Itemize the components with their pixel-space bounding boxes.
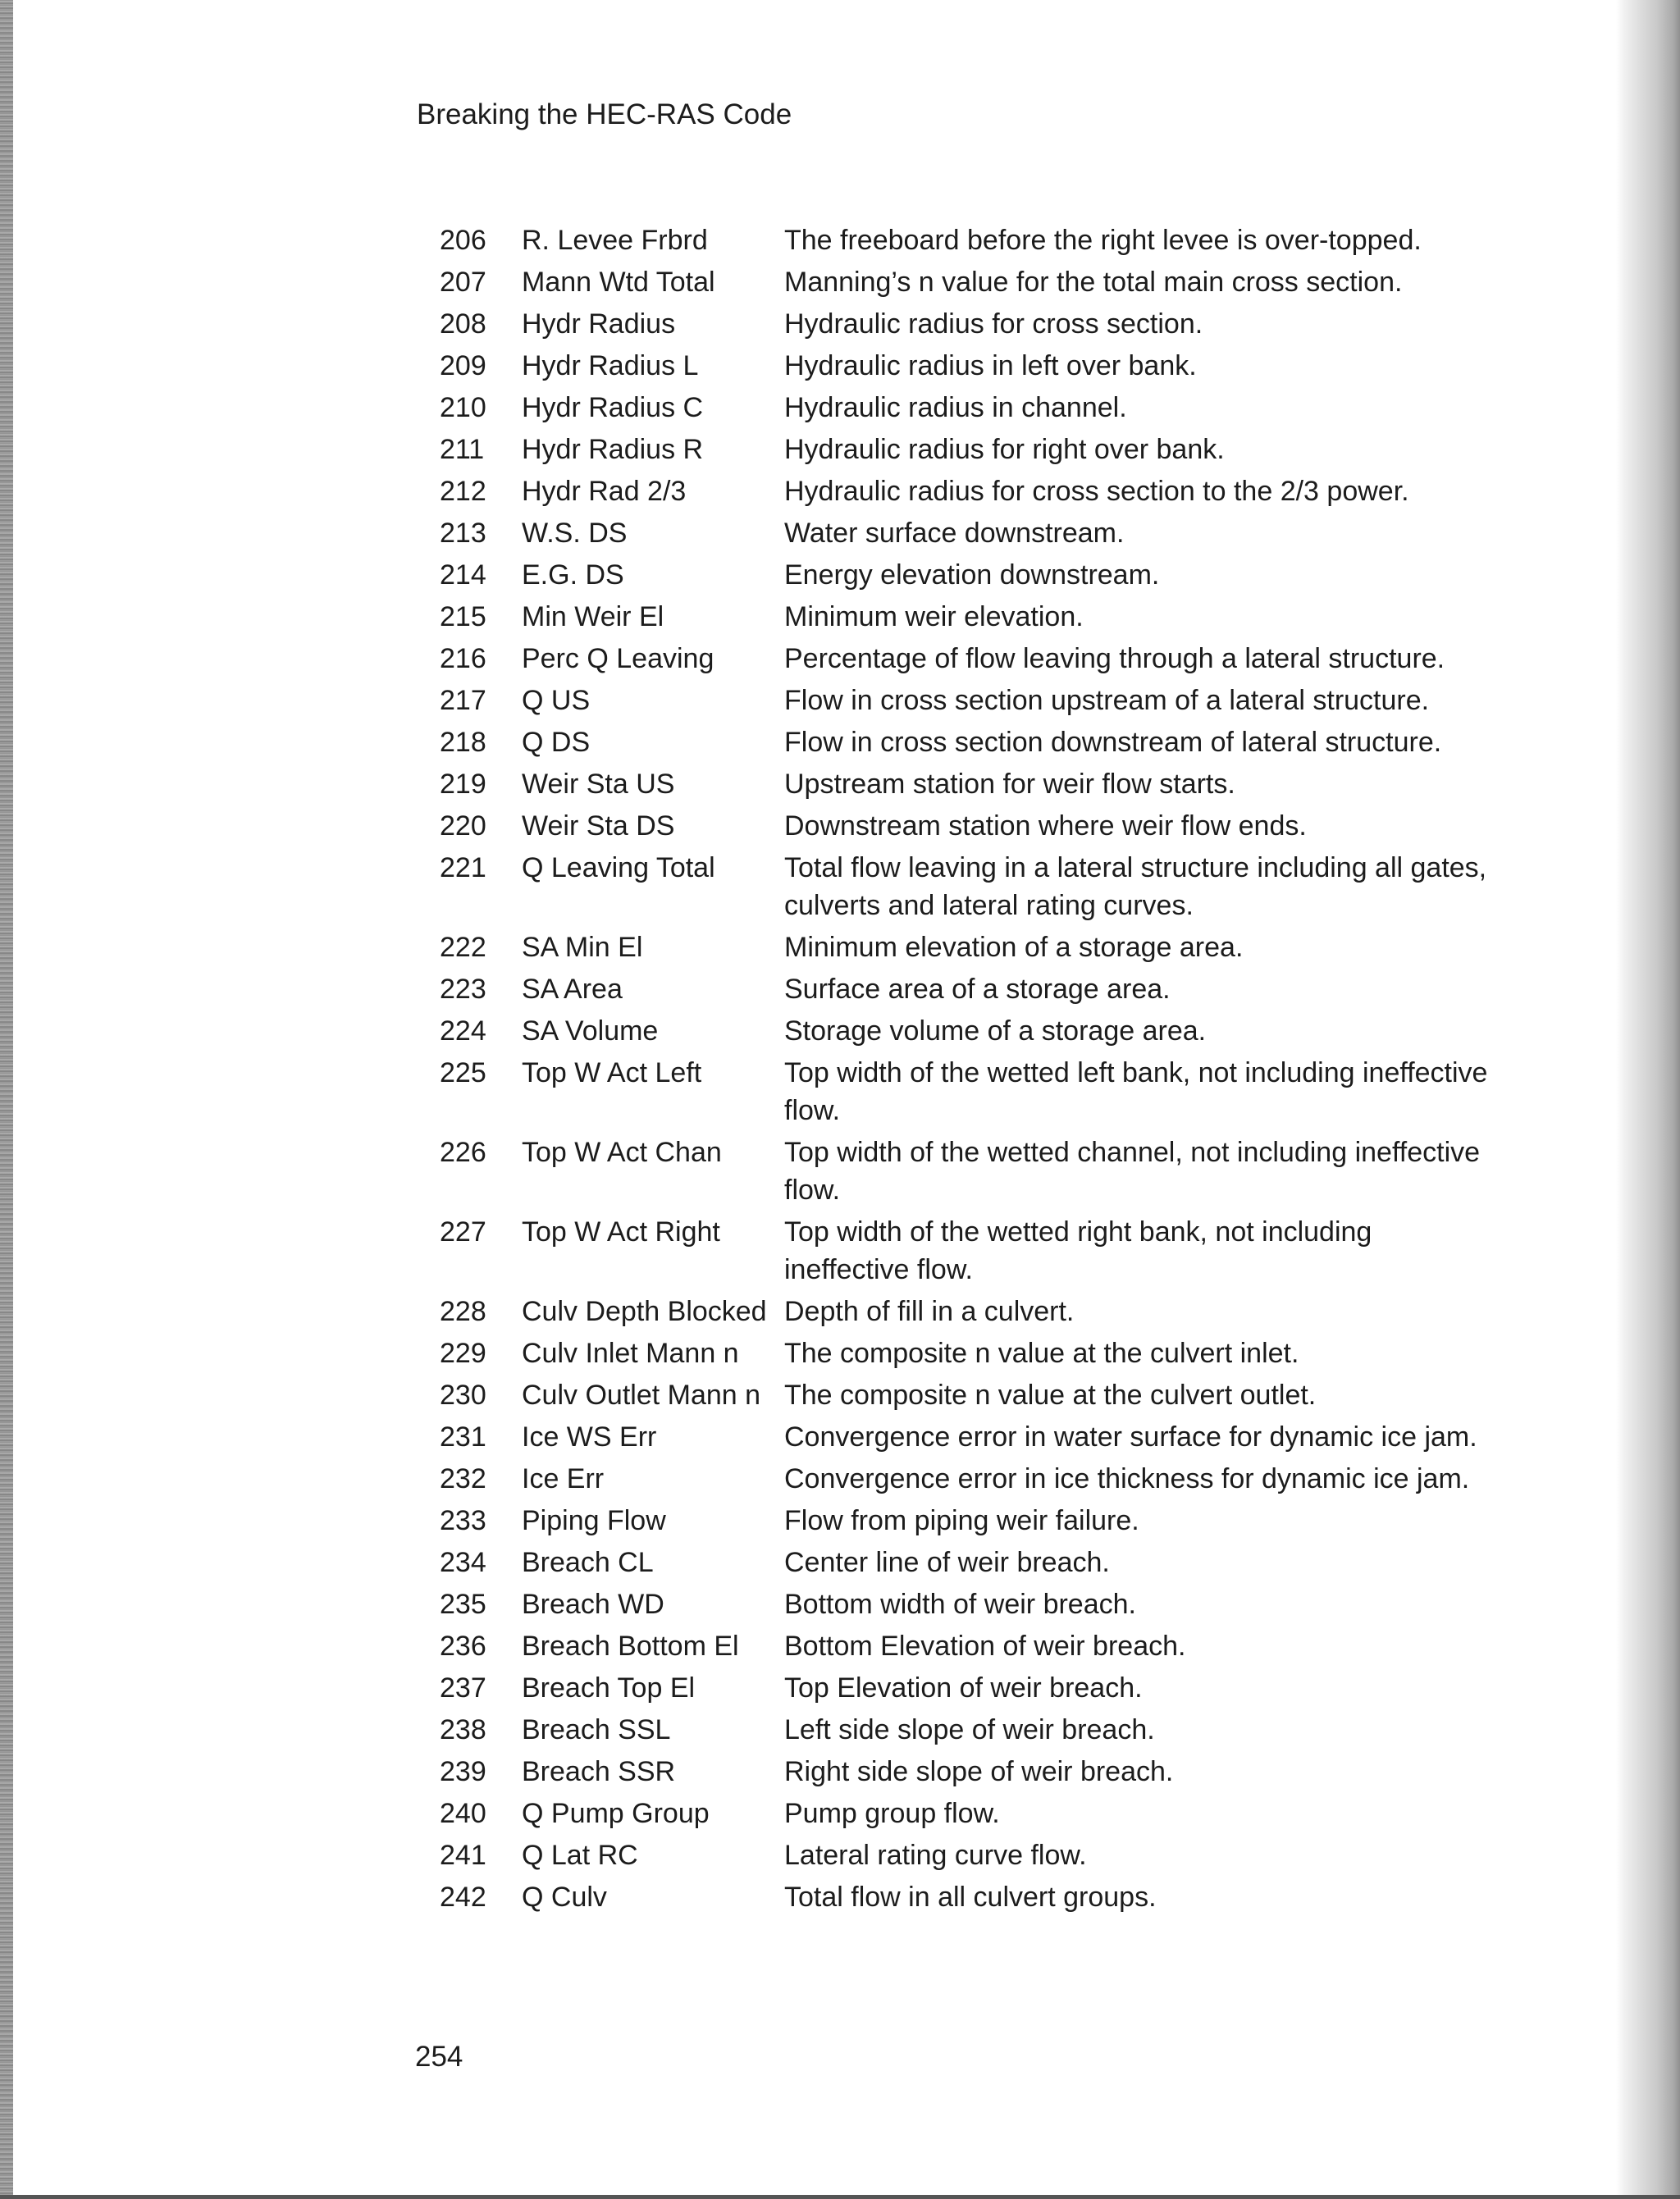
- variable-number: 215: [440, 601, 486, 632]
- variable-name: SA Area: [522, 974, 623, 1005]
- table-row: [440, 1502, 1490, 1540]
- variable-number: 217: [440, 685, 486, 716]
- table-row: [440, 1753, 1490, 1791]
- table-row: [440, 1669, 1490, 1707]
- variable-number: 239: [440, 1756, 486, 1787]
- table-row: [440, 1585, 1490, 1623]
- variable-name: E.G. DS: [522, 559, 624, 591]
- variable-name: SA Volume: [522, 1015, 659, 1047]
- table-row: [440, 928, 1490, 966]
- variable-number: 240: [440, 1798, 486, 1829]
- variable-description: Water surface downstream.: [784, 518, 1125, 549]
- table-row: [440, 556, 1490, 594]
- table-row: [440, 640, 1490, 677]
- variable-description: The freeboard before the right levee is over-topped.: [784, 225, 1422, 256]
- variable-name: Ice WS Err: [522, 1421, 657, 1453]
- table-row: [440, 1836, 1490, 1874]
- table-row: [440, 1460, 1490, 1498]
- variable-description: Total flow leaving in a lateral structure including all gates, culverts and lateral rating curves.: [784, 852, 1487, 921]
- variable-description: Bottom width of weir breach.: [784, 1589, 1136, 1620]
- variable-name: Weir Sta US: [522, 769, 675, 800]
- table-row: [440, 431, 1490, 468]
- variable-number: 216: [440, 643, 486, 674]
- variable-number: 220: [440, 810, 486, 842]
- variable-description: Percentage of flow leaving through a lateral structure.: [784, 643, 1445, 674]
- variable-description: Minimum elevation of a storage area.: [784, 932, 1244, 963]
- variable-name: Mann Wtd Total: [522, 267, 715, 298]
- table-row: [440, 1627, 1490, 1665]
- variable-description: Flow from piping weir failure.: [784, 1505, 1139, 1536]
- table-row: [440, 1544, 1490, 1581]
- table-row: [440, 1334, 1490, 1372]
- variable-name: Weir Sta DS: [522, 810, 675, 842]
- variable-description: Upstream station for weir flow starts.: [784, 769, 1235, 800]
- variable-description: Convergence error in water surface for dynamic ice jam.: [784, 1421, 1477, 1453]
- scan-edge-bottom: [0, 2195, 1680, 2199]
- variable-number: 238: [440, 1714, 486, 1745]
- variable-number: 232: [440, 1463, 486, 1494]
- table-row: [440, 970, 1490, 1008]
- running-header: Breaking the HEC-RAS Code: [417, 98, 792, 130]
- table-row: [440, 221, 1490, 259]
- variable-name: Q Pump Group: [522, 1798, 710, 1829]
- variable-name: SA Min El: [522, 932, 643, 963]
- variable-description: Center line of weir breach.: [784, 1547, 1110, 1578]
- variable-number: 241: [440, 1840, 486, 1871]
- variable-description: Minimum weir elevation.: [784, 601, 1084, 632]
- variable-name: Q US: [522, 685, 591, 716]
- variable-name: W.S. DS: [522, 518, 628, 549]
- table-row: [440, 1711, 1490, 1749]
- variable-description: Flow in cross section downstream of lateral structure.: [784, 727, 1442, 758]
- variable-description: Pump group flow.: [784, 1798, 1000, 1829]
- variable-number: 234: [440, 1547, 486, 1578]
- variable-number: 223: [440, 974, 486, 1005]
- table-row: [440, 807, 1490, 845]
- variable-description: Manning’s n value for the total main cross section.: [784, 267, 1403, 298]
- variable-number: 233: [440, 1505, 486, 1536]
- table-row: [440, 389, 1490, 427]
- variable-description: Storage volume of a storage area.: [784, 1015, 1207, 1047]
- variable-description: Left side slope of weir breach.: [784, 1714, 1155, 1745]
- variable-description: Downstream station where weir flow ends.: [784, 810, 1307, 842]
- table-row: [440, 723, 1490, 761]
- variable-description: Depth of fill in a culvert.: [784, 1296, 1075, 1327]
- variable-description: Total flow in all culvert groups.: [784, 1882, 1157, 1913]
- variable-description: Hydraulic radius in left over bank.: [784, 350, 1197, 381]
- variable-number: 214: [440, 559, 486, 591]
- variable-description: The composite n value at the culvert inlet.: [784, 1338, 1299, 1369]
- page-number: 254: [415, 2041, 463, 2073]
- variable-description: Bottom Elevation of weir breach.: [784, 1631, 1186, 1662]
- variable-number: 229: [440, 1338, 486, 1369]
- variable-name: Breach SSR: [522, 1756, 676, 1787]
- variable-number: 218: [440, 727, 486, 758]
- variable-name: Hydr Radius C: [522, 392, 704, 423]
- variable-number: 225: [440, 1057, 486, 1088]
- variable-name: R. Levee Frbrd: [522, 225, 708, 256]
- variable-name: Culv Inlet Mann n: [522, 1338, 739, 1369]
- variable-number: 230: [440, 1380, 486, 1411]
- variable-description: Top width of the wetted right bank, not including ineffective flow.: [784, 1216, 1372, 1285]
- table-row: [440, 1795, 1490, 1832]
- table-row: [440, 514, 1490, 552]
- variable-number: 206: [440, 225, 486, 256]
- table-row: [440, 849, 1490, 924]
- variable-number: 237: [440, 1672, 486, 1704]
- variable-description: Right side slope of weir breach.: [784, 1756, 1174, 1787]
- variable-name: Hydr Radius L: [522, 350, 699, 381]
- variable-description: Top width of the wetted left bank, not including ineffective flow.: [784, 1057, 1488, 1126]
- variable-description: Flow in cross section upstream of a lateral structure.: [784, 685, 1430, 716]
- variable-number: 207: [440, 267, 486, 298]
- variable-definition-table: [440, 221, 1490, 1920]
- variable-description: Hydraulic radius for cross section to the 2/3 power.: [784, 476, 1409, 507]
- variable-name: Breach Top El: [522, 1672, 696, 1704]
- table-row: [440, 1878, 1490, 1916]
- table-row: [440, 1418, 1490, 1456]
- variable-description: Top width of the wetted channel, not including ineffective flow.: [784, 1137, 1481, 1206]
- variable-name: Breach CL: [522, 1547, 654, 1578]
- variable-description: Hydraulic radius in channel.: [784, 392, 1127, 423]
- variable-name: Breach Bottom El: [522, 1631, 739, 1662]
- variable-number: 210: [440, 392, 486, 423]
- variable-name: Top W Act Right: [522, 1216, 720, 1248]
- variable-number: 227: [440, 1216, 486, 1248]
- variable-name: Piping Flow: [522, 1505, 666, 1536]
- variable-number: 221: [440, 852, 486, 883]
- table-row: [440, 765, 1490, 803]
- variable-number: 226: [440, 1137, 486, 1168]
- table-row: [440, 1213, 1490, 1289]
- variable-number: 235: [440, 1589, 486, 1620]
- variable-description: Surface area of a storage area.: [784, 974, 1171, 1005]
- variable-name: Top W Act Chan: [522, 1137, 722, 1168]
- variable-name: Breach WD: [522, 1589, 664, 1620]
- variable-name: Culv Outlet Mann n: [522, 1380, 761, 1411]
- variable-description: Energy elevation downstream.: [784, 559, 1160, 591]
- variable-name: Min Weir El: [522, 601, 664, 632]
- variable-description: Hydraulic radius for right over bank.: [784, 434, 1225, 465]
- variable-number: 228: [440, 1296, 486, 1327]
- variable-number: 236: [440, 1631, 486, 1662]
- variable-number: 231: [440, 1421, 486, 1453]
- scan-edge-right: [1616, 0, 1680, 2199]
- variable-number: 222: [440, 932, 486, 963]
- variable-description: Hydraulic radius for cross section.: [784, 308, 1203, 340]
- variable-number: 224: [440, 1015, 486, 1047]
- table-row: [440, 1134, 1490, 1209]
- variable-number: 208: [440, 308, 486, 340]
- variable-number: 213: [440, 518, 486, 549]
- variable-name: Perc Q Leaving: [522, 643, 714, 674]
- variable-description: The composite n value at the culvert outlet.: [784, 1380, 1317, 1411]
- variable-name: Culv Depth Blocked: [522, 1296, 767, 1327]
- variable-description: Convergence error in ice thickness for dynamic ice jam.: [784, 1463, 1470, 1494]
- variable-name: Q Leaving Total: [522, 852, 715, 883]
- variable-description: Lateral rating curve flow.: [784, 1840, 1087, 1871]
- variable-number: 219: [440, 769, 486, 800]
- table-row: [440, 472, 1490, 510]
- table-row: [440, 1293, 1490, 1330]
- variable-number: 212: [440, 476, 486, 507]
- table-row: [440, 347, 1490, 385]
- variable-number: 211: [440, 434, 485, 465]
- table-row: [440, 263, 1490, 301]
- table-row: [440, 598, 1490, 636]
- table-row: [440, 1376, 1490, 1414]
- variable-name: Hydr Radius: [522, 308, 676, 340]
- variable-name: Q Lat RC: [522, 1840, 638, 1871]
- variable-name: Breach SSL: [522, 1714, 671, 1745]
- variable-number: 242: [440, 1882, 486, 1913]
- variable-name: Hydr Rad 2/3: [522, 476, 687, 507]
- variable-description: Top Elevation of weir breach.: [784, 1672, 1143, 1704]
- scan-edge-left: [0, 0, 13, 2199]
- variable-name: Hydr Radius R: [522, 434, 704, 465]
- variable-name: Top W Act Left: [522, 1057, 702, 1088]
- table-row: [440, 682, 1490, 719]
- variable-name: Q DS: [522, 727, 591, 758]
- table-row: [440, 1054, 1490, 1129]
- variable-name: Ice Err: [522, 1463, 605, 1494]
- variable-number: 209: [440, 350, 486, 381]
- table-row: [440, 1012, 1490, 1050]
- table-row: [440, 305, 1490, 343]
- variable-name: Q Culv: [522, 1882, 607, 1913]
